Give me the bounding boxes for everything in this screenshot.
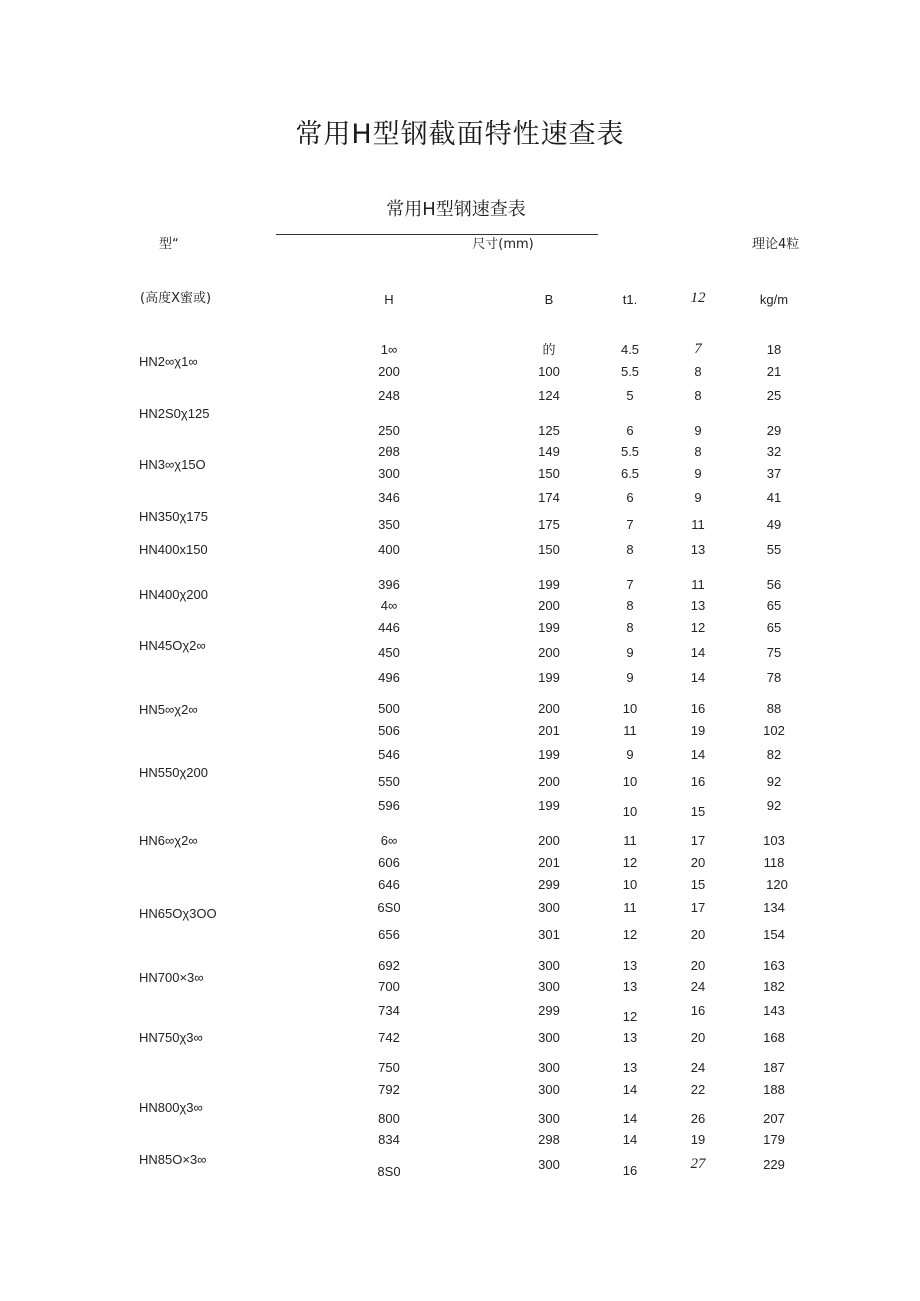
cell-b: 199 <box>538 670 560 685</box>
cell-t2: 7 <box>694 341 702 357</box>
cell-b: 150 <box>538 542 560 557</box>
cell-weight: 168 <box>763 1030 785 1045</box>
cell-b: 300 <box>538 1157 560 1172</box>
cell-weight: 88 <box>766 701 782 716</box>
cell-t1: 10 <box>622 877 638 892</box>
model-label: HN350χ175 <box>139 509 208 524</box>
cell-t2: 16 <box>690 1003 706 1018</box>
cell-h: 396 <box>378 577 400 592</box>
cell-t2: 14 <box>690 645 706 660</box>
cell-t1: 13 <box>622 1060 638 1075</box>
cell-t1: 14 <box>622 1111 638 1126</box>
cell-h: 742 <box>378 1030 400 1045</box>
cell-t1: 5 <box>626 388 634 403</box>
cell-t1: 9 <box>626 670 634 685</box>
cell-t2: 20 <box>690 958 706 973</box>
cell-t1: 7 <box>626 517 634 532</box>
cell-t1: 10 <box>622 701 638 716</box>
cell-h: 6S0 <box>377 900 401 915</box>
cell-b: 199 <box>538 577 560 592</box>
cell-t1: 12 <box>622 927 638 942</box>
cell-h: 750 <box>378 1060 400 1075</box>
document-title: 常用H型钢截面特性速查表 <box>295 119 625 150</box>
cell-weight: 154 <box>763 927 785 942</box>
cell-weight: 103 <box>763 833 785 848</box>
model-label: HN400x150 <box>139 542 208 557</box>
model-label: HN45Oχ2∞ <box>139 638 206 653</box>
cell-t2: 9 <box>694 423 702 438</box>
cell-h: 546 <box>378 747 400 762</box>
cell-b: 300 <box>538 1030 560 1045</box>
cell-t2: 13 <box>690 598 706 613</box>
cell-b: 124 <box>538 388 560 403</box>
cell-weight: 179 <box>763 1132 785 1147</box>
cell-weight: 41 <box>766 490 782 505</box>
cell-h: 6∞ <box>380 833 398 848</box>
cell-h: 834 <box>378 1132 400 1147</box>
model-label: HN750χ3∞ <box>139 1030 203 1045</box>
cell-weight: 92 <box>766 798 782 813</box>
model-label: HN6∞χ2∞ <box>139 833 198 848</box>
cell-t1: 5.5 <box>620 444 640 459</box>
cell-t2: 11 <box>691 517 705 532</box>
cell-h: 550 <box>378 774 400 789</box>
cell-h: 734 <box>378 1003 400 1018</box>
cell-b: 174 <box>538 490 560 505</box>
cell-weight: 134 <box>763 900 785 915</box>
cell-t1: 8 <box>626 620 634 635</box>
cell-t2: 19 <box>690 723 706 738</box>
model-label: HN700×3∞ <box>139 970 204 985</box>
cell-weight: 102 <box>763 723 785 738</box>
model-label: HN5∞χ2∞ <box>139 702 198 717</box>
cell-b: 300 <box>538 900 560 915</box>
cell-h: 350 <box>378 517 400 532</box>
cell-t2: 26 <box>690 1111 706 1126</box>
cell-h: 2θ8 <box>378 444 400 459</box>
cell-t2: 9 <box>694 466 702 481</box>
cell-h: 8S0 <box>377 1164 401 1179</box>
cell-t1: 8 <box>626 598 634 613</box>
cell-b: 300 <box>538 1082 560 1097</box>
cell-weight: 82 <box>766 747 782 762</box>
cell-weight: 207 <box>763 1111 785 1126</box>
cell-h: 692 <box>378 958 400 973</box>
cell-h: 1∞ <box>380 342 398 357</box>
cell-b: 150 <box>538 466 560 481</box>
header-rule <box>276 234 598 235</box>
cell-b: 201 <box>538 855 560 870</box>
cell-t1: 8 <box>626 542 634 557</box>
cell-weight: 32 <box>766 444 782 459</box>
cell-h: 250 <box>378 423 400 438</box>
cell-b: 199 <box>538 620 560 635</box>
cell-b: 200 <box>538 701 560 716</box>
cell-b: 299 <box>538 1003 560 1018</box>
cell-b: 300 <box>538 958 560 973</box>
cell-weight: 163 <box>763 958 785 973</box>
cell-t2: 14 <box>690 670 706 685</box>
model-label: HN85O×3∞ <box>139 1152 207 1167</box>
cell-t1: 6 <box>626 490 634 505</box>
cell-b: 200 <box>538 645 560 660</box>
header-col-h: H <box>384 292 394 307</box>
cell-t2: 19 <box>690 1132 706 1147</box>
cell-weight: 188 <box>763 1082 785 1097</box>
cell-h: 200 <box>378 364 400 379</box>
model-label: HN550χ200 <box>139 765 208 780</box>
cell-h: 800 <box>378 1111 400 1126</box>
cell-h: 700 <box>378 979 400 994</box>
cell-weight: 25 <box>766 388 782 403</box>
cell-t1: 14 <box>622 1132 638 1147</box>
cell-weight: 49 <box>766 517 782 532</box>
model-label: HN2∞χ1∞ <box>139 354 198 369</box>
cell-b: 200 <box>538 774 560 789</box>
cell-weight: 143 <box>763 1003 785 1018</box>
cell-b: 200 <box>538 833 560 848</box>
cell-weight: 21 <box>766 364 782 379</box>
cell-weight: 182 <box>763 979 785 994</box>
header-col-t2: 12 <box>690 290 706 306</box>
header-weight: 理论4粒 <box>752 237 800 252</box>
header-dimensions: 尺寸(mm) <box>472 237 534 252</box>
header-col-b: B <box>544 292 554 307</box>
cell-t2: 9 <box>694 490 702 505</box>
cell-h: 248 <box>378 388 400 403</box>
model-label: HN400χ200 <box>139 587 208 602</box>
cell-t2: 15 <box>690 877 706 892</box>
cell-t2: 20 <box>690 927 706 942</box>
cell-weight: 75 <box>766 645 782 660</box>
cell-t1: 12 <box>622 1009 638 1024</box>
cell-t1: 5.5 <box>620 364 640 379</box>
cell-t1: 13 <box>622 979 638 994</box>
cell-weight: 120 <box>766 877 788 892</box>
cell-t2: 11 <box>691 577 705 592</box>
cell-t2: 16 <box>690 701 706 716</box>
model-label: HN800χ3∞ <box>139 1100 203 1115</box>
cell-b: 200 <box>538 598 560 613</box>
cell-t1: 11 <box>623 723 637 738</box>
cell-t1: 14 <box>622 1082 638 1097</box>
cell-b: 175 <box>538 517 560 532</box>
cell-h: 606 <box>378 855 400 870</box>
header-col-unit: kg/m <box>759 292 789 307</box>
cell-t2: 8 <box>694 444 702 459</box>
cell-weight: 29 <box>766 423 782 438</box>
cell-b: 100 <box>538 364 560 379</box>
cell-b: 的 <box>542 342 556 357</box>
cell-h: 792 <box>378 1082 400 1097</box>
cell-t2: 14 <box>690 747 706 762</box>
model-label: HN3∞χ15O <box>139 457 206 472</box>
cell-t2: 13 <box>690 542 706 557</box>
cell-t1: 9 <box>626 645 634 660</box>
cell-t1: 13 <box>622 958 638 973</box>
cell-b: 149 <box>538 444 560 459</box>
cell-t2: 24 <box>690 1060 706 1075</box>
cell-t2: 8 <box>694 364 702 379</box>
cell-t2: 24 <box>690 979 706 994</box>
cell-h: 500 <box>378 701 400 716</box>
cell-t1: 16 <box>622 1163 638 1178</box>
cell-b: 299 <box>538 877 560 892</box>
cell-h: 446 <box>378 620 400 635</box>
header-model-sub: (高度X蜜或) <box>140 291 212 306</box>
cell-t2: 8 <box>694 388 702 403</box>
cell-t1: 11 <box>623 833 637 848</box>
cell-h: 496 <box>378 670 400 685</box>
cell-weight: 92 <box>766 774 782 789</box>
cell-weight: 118 <box>763 855 785 870</box>
cell-weight: 78 <box>766 670 782 685</box>
model-label: HN2S0χ125 <box>139 406 210 421</box>
cell-h: 346 <box>378 490 400 505</box>
cell-weight: 37 <box>766 466 782 481</box>
header-model: 型“ <box>159 237 179 252</box>
cell-t2: 15 <box>690 804 706 819</box>
cell-b: 199 <box>538 747 560 762</box>
cell-t1: 9 <box>626 747 634 762</box>
cell-weight: 229 <box>763 1157 785 1172</box>
cell-t1: 12 <box>622 855 638 870</box>
cell-t2: 22 <box>690 1082 706 1097</box>
cell-h: 4∞ <box>380 598 398 613</box>
cell-h: 646 <box>378 877 400 892</box>
cell-b: 301 <box>538 927 560 942</box>
cell-t2: 17 <box>690 900 706 915</box>
table-subtitle: 常用H型钢速查表 <box>386 199 526 220</box>
cell-weight: 56 <box>766 577 782 592</box>
cell-h: 656 <box>378 927 400 942</box>
cell-t1: 4.5 <box>620 342 640 357</box>
cell-t1: 11 <box>623 900 637 915</box>
cell-h: 400 <box>378 542 400 557</box>
cell-h: 506 <box>378 723 400 738</box>
cell-h: 596 <box>378 798 400 813</box>
cell-b: 125 <box>538 423 560 438</box>
cell-t1: 6.5 <box>620 466 640 481</box>
cell-t2: 27 <box>690 1156 706 1172</box>
cell-weight: 55 <box>766 542 782 557</box>
cell-b: 300 <box>538 1060 560 1075</box>
cell-weight: 65 <box>766 598 782 613</box>
cell-t2: 20 <box>690 1030 706 1045</box>
cell-b: 199 <box>538 798 560 813</box>
cell-t1: 10 <box>622 804 638 819</box>
cell-b: 298 <box>538 1132 560 1147</box>
cell-t2: 16 <box>690 774 706 789</box>
header-col-t1: t1. <box>622 292 638 307</box>
cell-t1: 6 <box>626 423 634 438</box>
cell-t1: 10 <box>622 774 638 789</box>
cell-h: 300 <box>378 466 400 481</box>
cell-b: 300 <box>538 979 560 994</box>
cell-b: 201 <box>538 723 560 738</box>
model-label: HN65Oχ3OO <box>139 906 217 921</box>
cell-t2: 17 <box>690 833 706 848</box>
cell-weight: 18 <box>766 342 782 357</box>
cell-t2: 20 <box>690 855 706 870</box>
cell-weight: 187 <box>763 1060 785 1075</box>
cell-weight: 65 <box>766 620 782 635</box>
cell-h: 450 <box>378 645 400 660</box>
cell-t1: 7 <box>626 577 634 592</box>
cell-b: 300 <box>538 1111 560 1126</box>
cell-t1: 13 <box>622 1030 638 1045</box>
cell-t2: 12 <box>690 620 706 635</box>
